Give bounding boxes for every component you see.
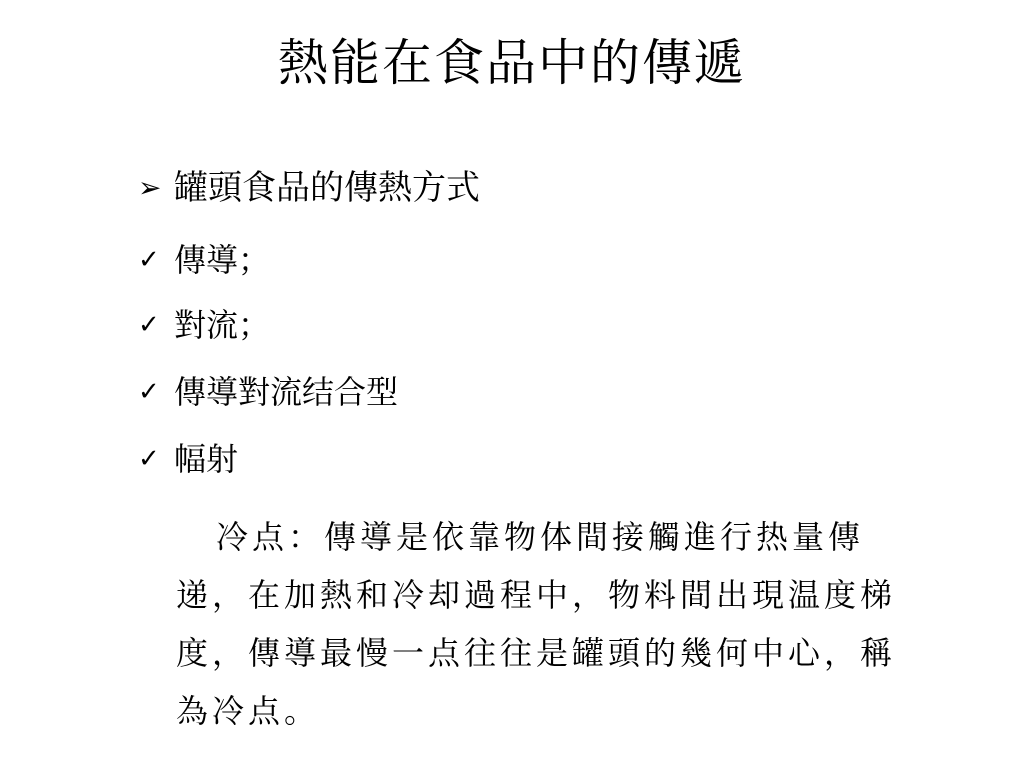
bullet-heading	[138, 164, 480, 212]
check-item-text: 幅射	[174, 440, 239, 478]
bullet-heading-text: 罐頭食品的傳熱方式	[174, 168, 480, 208]
check-item-text: 對流；	[174, 306, 271, 344]
check-item-text: 傳導；	[174, 241, 271, 279]
cold-point-paragraph: 冷点：傳導是依靠物体間接觸進行热量傳递，在加熱和冷却過程中，物料間出現温度梯度，傳導最慢一点往往是罐頭的幾何中心，稱為冷点。	[176, 518, 897, 730]
check-item-radiation	[138, 437, 238, 481]
check-item-convection	[138, 303, 270, 347]
checkmark-icon: ✓	[138, 310, 160, 340]
checkmark-icon: ✓	[138, 444, 160, 474]
check-item-conduction	[138, 238, 270, 282]
checkmark-icon: ✓	[138, 245, 160, 275]
arrow-bullet-icon: ➢	[138, 171, 162, 204]
check-item-text: 傳導對流结合型	[174, 373, 399, 411]
checkmark-icon: ✓	[138, 377, 160, 407]
slide-title: 熱能在食品中的傳遞	[278, 34, 746, 92]
check-item-combined	[138, 370, 398, 414]
